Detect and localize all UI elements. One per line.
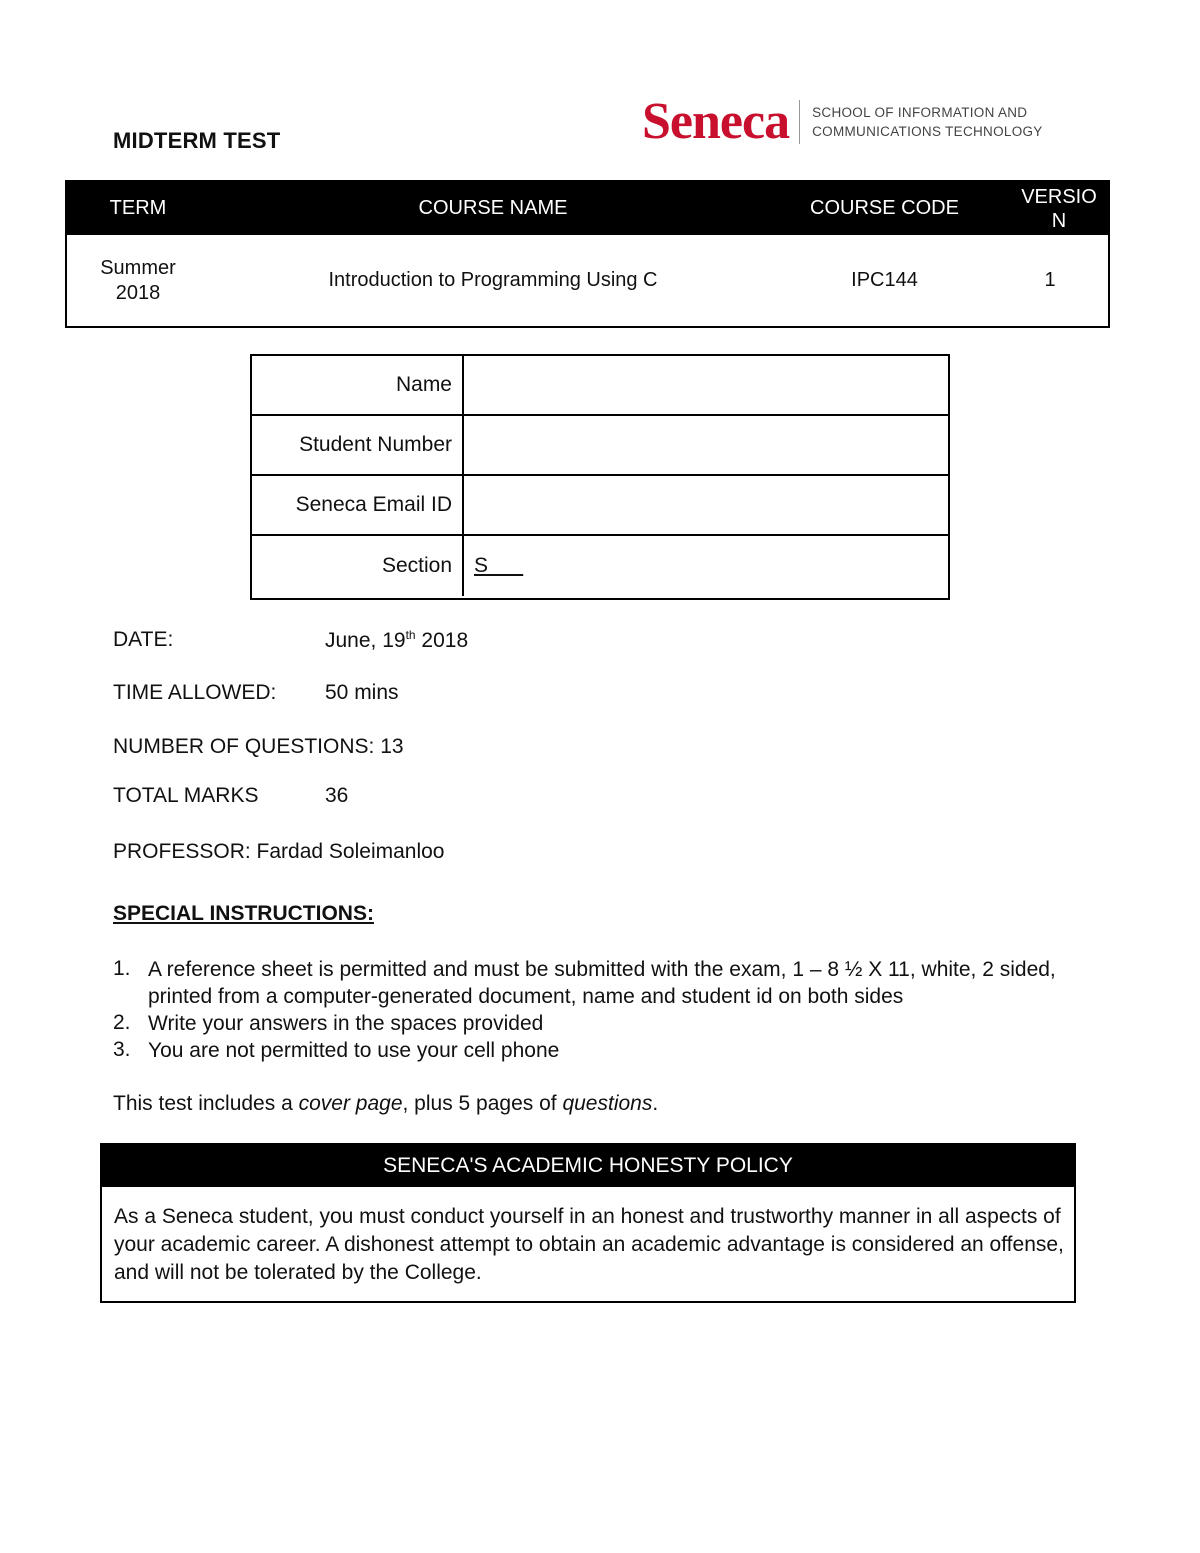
school-name — [812, 103, 1043, 141]
date-ordinal: th — [405, 628, 416, 642]
instruction-2-text: Write your answers in the spaces provided — [148, 1012, 544, 1035]
course-info-table — [65, 180, 1110, 328]
instructions-title: SPECIAL INSTRUCTIONS: — [113, 902, 374, 925]
instruction-3-text: You are not permitted to use your cell phone — [148, 1039, 560, 1062]
includes-part-2: , plus 5 pages of — [402, 1092, 563, 1115]
section-row — [252, 536, 948, 596]
test-contents-note — [113, 1092, 658, 1116]
section-field[interactable] — [464, 536, 948, 596]
term-season: Summer — [100, 256, 176, 279]
date-year: 2018 — [415, 629, 469, 652]
header-course-code: COURSE CODE — [810, 197, 959, 219]
student-number-label: Student Number — [252, 416, 464, 474]
school-name-line-2: COMMUNICATIONS TECHNOLOGY — [812, 124, 1043, 139]
questions-label: NUMBER OF QUESTIONS: — [113, 735, 375, 758]
term-year: 2018 — [115, 281, 161, 304]
header-term: TERM — [109, 197, 167, 219]
student-number-row — [252, 416, 948, 476]
course-table-header — [67, 182, 1108, 235]
time-label: TIME ALLOWED: — [113, 681, 277, 704]
logo-divider — [799, 100, 800, 144]
policy-title: SENECA'S ACADEMIC HONESTY POLICY — [102, 1145, 1074, 1187]
date-value — [325, 628, 468, 653]
marks-value: 36 — [325, 784, 349, 807]
name-row — [252, 356, 948, 416]
term-value — [67, 235, 209, 326]
version-value: 1 — [1044, 269, 1056, 291]
email-label: Seneca Email ID — [252, 476, 464, 534]
academic-honesty-box — [100, 1143, 1076, 1303]
date-prefix: June, 19 — [325, 629, 406, 652]
instruction-3-number: 3. — [113, 1038, 131, 1061]
section-label: Section — [252, 536, 464, 596]
date-label: DATE: — [113, 628, 174, 651]
school-name-line-1: SCHOOL OF INFORMATION AND — [812, 105, 1028, 120]
includes-cover-page: cover page — [298, 1092, 403, 1115]
student-info-table — [250, 354, 950, 600]
marks-label: TOTAL MARKS — [113, 784, 259, 807]
includes-part-1: This test includes a — [113, 1092, 299, 1115]
name-field[interactable] — [464, 356, 948, 414]
seneca-logo — [642, 92, 1043, 152]
header-course-name: COURSE NAME — [418, 197, 568, 219]
header-version-cell — [992, 182, 1108, 235]
header-version: VERSION — [1021, 185, 1097, 232]
instruction-2-number: 2. — [113, 1011, 131, 1034]
professor-label: PROFESSOR: — [113, 840, 251, 863]
course-name-value: Introduction to Programming Using C — [328, 269, 658, 291]
document-title: MIDTERM TEST — [113, 128, 281, 153]
course-table-row — [67, 235, 1108, 326]
professor — [113, 840, 445, 864]
course-code-value: IPC144 — [851, 269, 918, 291]
includes-part-3: . — [652, 1092, 659, 1115]
policy-text: As a Seneca student, you must conduct yourself in an honest and trustworthy manner in all aspects of your academic career. A dishonest attempt to obtain an academic advantage is considered an offense, and will not be tolerated by the College. — [114, 1205, 1064, 1284]
questions-count — [113, 735, 404, 759]
time-value: 50 mins — [325, 681, 399, 704]
email-field[interactable] — [464, 476, 948, 534]
name-label: Name — [252, 356, 464, 414]
student-number-field[interactable] — [464, 416, 948, 474]
professor-value: Fardad Soleimanloo — [256, 840, 445, 863]
includes-questions: questions — [562, 1092, 653, 1115]
instruction-1-text: A reference sheet is permitted and must be submitted with the exam, 1 – 8 ½ X 11, white, 2 sided, printed from a computer-generated document, name and student id on both sides — [148, 958, 1056, 1008]
logo-wordmark: Seneca — [642, 93, 790, 150]
instruction-1-number: 1. — [113, 957, 131, 980]
section-value: S___ — [474, 554, 524, 577]
email-row — [252, 476, 948, 536]
questions-value: 13 — [380, 735, 404, 758]
